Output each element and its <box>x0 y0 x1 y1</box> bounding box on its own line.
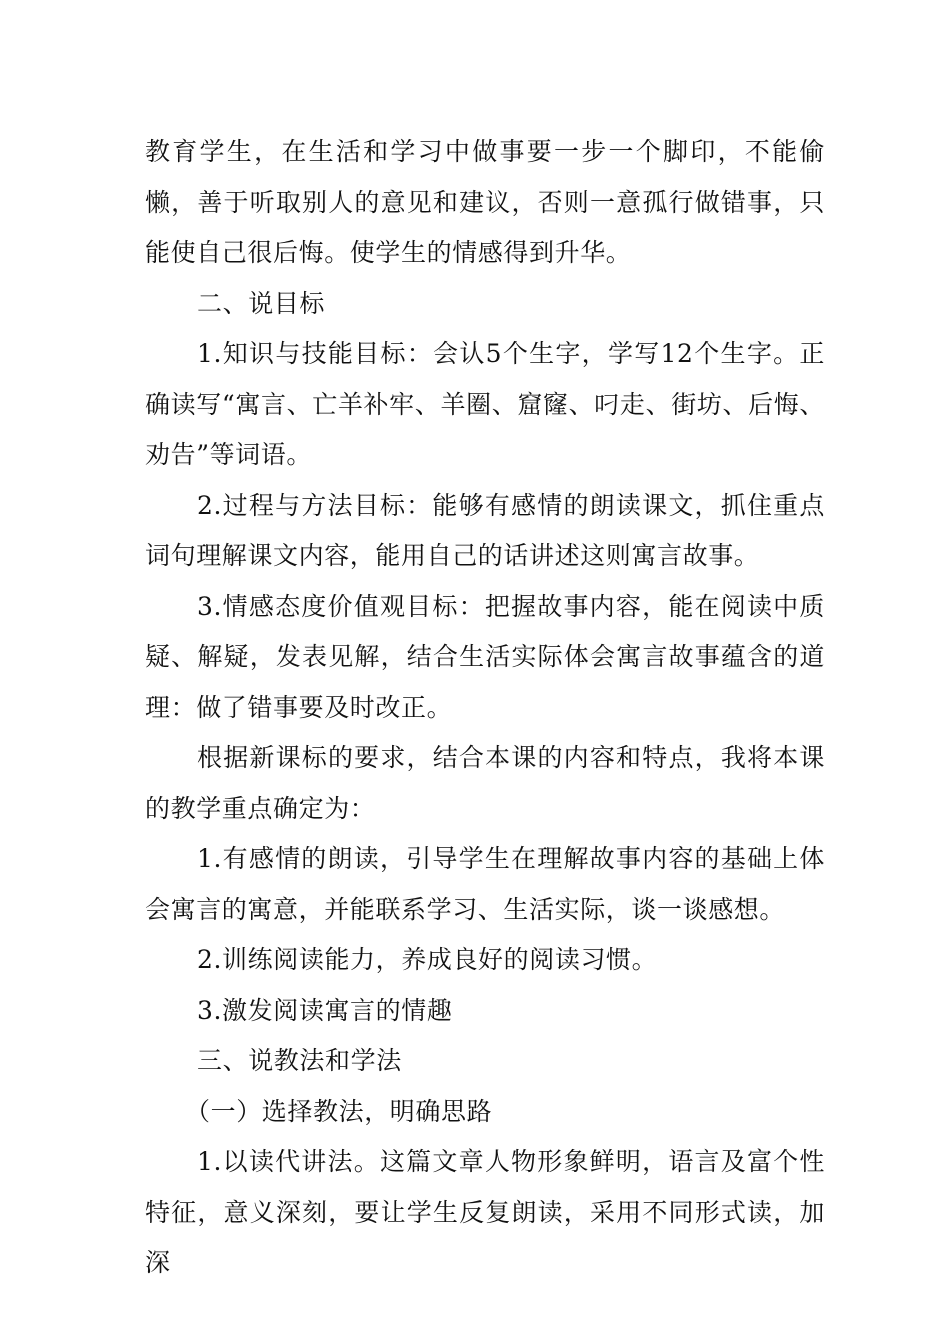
goal-emotion-values: 3.情感态度价值观目标：把握故事内容，能在阅读中质疑、解疑，发表见解，结合生活实际体会寓言故事蕴含的道理：做了错事要及时改正。 <box>145 591 825 722</box>
paragraph-intro-continuation: 教育学生，在生活和学习中做事要一步一个脚印，不能偷懒，善于听取别人的意见和建议，否则一意孤行做错事，只能使自己很后悔。使学生的情感得到升华。 <box>145 137 825 267</box>
section-heading-goals: 二、说目标 <box>197 288 326 318</box>
key-point-1: 1.有感情的朗读，引导学生在理解故事内容的基础上体会寓言的寓意，并能联系学习、生活实际，谈一谈感想。 <box>145 844 825 924</box>
document-body <box>145 127 825 1289</box>
key-point-2: 2.训练阅读能力，养成良好的阅读习惯。 <box>197 945 658 974</box>
subsection-heading-teaching-method: （一）选择教法，明确思路 <box>185 1096 493 1126</box>
method-reading-instead-of-lecture: 1.以读代讲法。这篇文章人物形象鲜明，语言及富个性特征，意义深刻，要让学生反复朗读，采用不同形式读，加深 <box>145 1147 825 1277</box>
paragraph-key-points-intro: 根据新课标的要求，结合本课的内容和特点，我将本课的教学重点确定为： <box>145 743 825 823</box>
section-heading-methods: 三、说教法和学法 <box>197 1046 402 1075</box>
goal-knowledge-skills: 1.知识与技能目标：会认5个生字，学写12个生字。正确读写“寓言、亡羊补牢、羊圈、窟窿、叼走、街坊、后悔、劝告”等词语。 <box>145 339 825 469</box>
key-point-3: 3.激发阅读寓言的情趣 <box>197 995 453 1025</box>
goal-process-method: 2.过程与方法目标：能够有感情的朗读课文，抓住重点词句理解课文内容，能用自己的话讲述这则寓言故事。 <box>145 490 825 570</box>
